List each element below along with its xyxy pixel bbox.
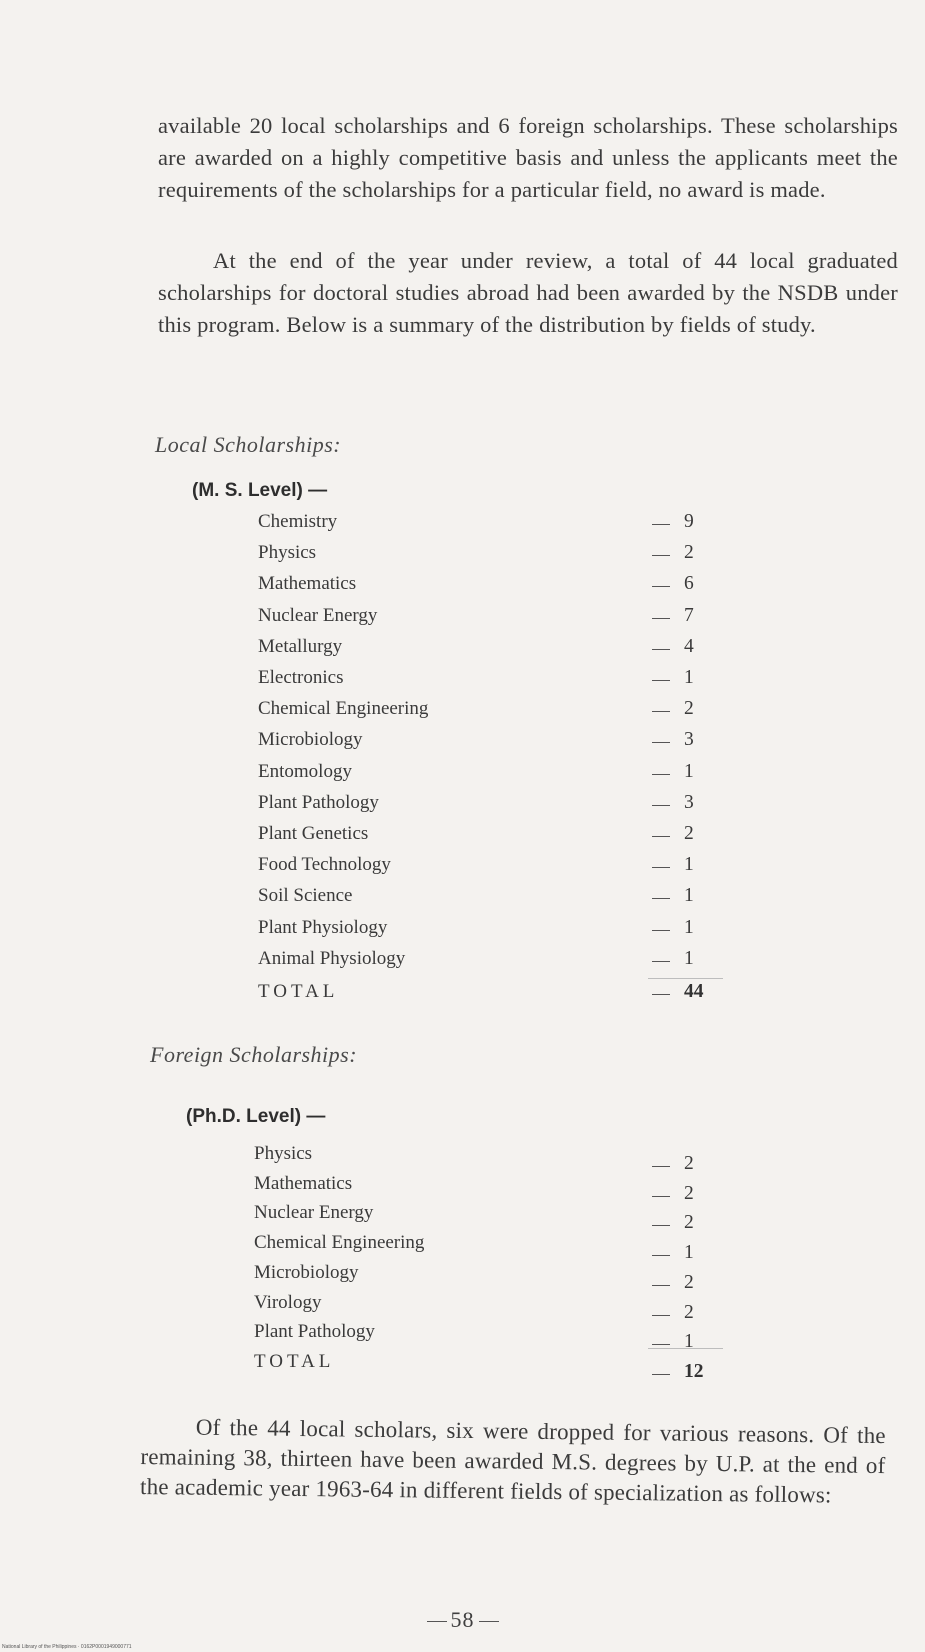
phd-level-label: (Ph.D. Level) —	[186, 1106, 326, 1127]
local-dash	[652, 555, 670, 556]
local-field-row	[0, 636, 925, 666]
local-field-name: Soil Science	[258, 885, 353, 907]
foreign-field-name: Mathematics	[254, 1172, 353, 1194]
local-dash	[652, 867, 670, 868]
foreign-field-name: Plant Pathology	[254, 1321, 375, 1343]
page-number-dash-left	[427, 1621, 447, 1622]
local-field-count: 9	[684, 511, 694, 532]
foreign-field-name: Physics	[254, 1143, 313, 1164]
local-dash	[652, 805, 670, 806]
local-field-count: 1	[684, 916, 694, 938]
ms-level-label: (M. S. Level) —	[192, 480, 328, 501]
foreign-field-count: 1	[684, 1242, 694, 1264]
local-field-count: 1	[684, 947, 694, 969]
foreign-field-name: Chemical Engineering	[254, 1232, 425, 1254]
local-field-count: 2	[684, 698, 694, 720]
foreign-field-count: 1	[684, 1331, 694, 1353]
local-field-name: Plant Genetics	[258, 823, 369, 844]
local-dash	[652, 618, 670, 619]
local-field-row	[0, 823, 925, 853]
foreign-field-count: 2	[684, 1212, 694, 1234]
foreign-scholarships-heading: Foreign Scholarships:	[150, 1042, 358, 1067]
local-field-row	[0, 792, 925, 822]
local-field-row	[0, 667, 925, 697]
local-field-row	[0, 729, 925, 759]
foreign-dash	[652, 1344, 670, 1345]
local-field-count: 1	[684, 854, 694, 876]
foreign-field-count: 2	[684, 1301, 694, 1323]
local-dash	[652, 961, 670, 962]
foreign-field-count: 2	[684, 1182, 694, 1204]
local-scholarships-heading: Local Scholarships:	[155, 432, 342, 457]
foreign-dash	[652, 1315, 670, 1316]
local-field-row	[0, 885, 925, 915]
local-field-name: Physics	[258, 542, 317, 564]
local-field-count: 3	[684, 791, 694, 813]
local-field-row	[0, 948, 925, 978]
foreign-dash	[652, 1285, 670, 1286]
page-number-value: 58	[450, 1607, 475, 1632]
local-field-row	[0, 542, 925, 572]
foreign-total-label: TOTAL	[254, 1350, 335, 1372]
paragraph-intro: available 20 local scholarships and 6 foreign scholarships. These scholarships are awarded on a highly competitive basis and unless the applicants meet the requirements of the scholarships for a particular field, no award is made.	[158, 113, 898, 202]
local-field-count: 3	[684, 729, 694, 751]
local-field-row	[0, 917, 925, 947]
local-field-name: Animal Physiology	[258, 947, 406, 969]
paragraph-scholars-status: Of the 44 local scholars, six were dropped for various reasons. Of the remaining 38, thirteen have been awarded M.S. degrees by U.P. at the end of the academic year 1963-64 in different fields of specialization as follows:	[139, 1414, 886, 1508]
local-field-name: Chemical Engineering	[258, 698, 429, 720]
local-field-name: Microbiology	[258, 729, 363, 751]
local-field-name: Nuclear Energy	[258, 604, 378, 626]
local-field-name: Chemistry	[258, 511, 338, 532]
library-credit: National Library of the Philippines · 0162P0001949000771	[2, 1644, 132, 1650]
foreign-sum-line	[648, 1348, 723, 1349]
local-field-name: Mathematics	[258, 573, 357, 595]
local-field-count: 2	[684, 823, 694, 844]
local-field-name: Plant Physiology	[258, 916, 388, 938]
local-dash	[652, 930, 670, 931]
foreign-field-count: 2	[684, 1271, 694, 1293]
local-dash	[652, 898, 670, 899]
local-field-name: Food Technology	[258, 854, 391, 876]
local-field-count: 1	[684, 667, 694, 688]
foreign-field-name: Virology	[254, 1291, 322, 1313]
page-number-dash-right	[479, 1621, 499, 1622]
foreign-total-row	[0, 1351, 925, 1381]
foreign-total-value: 12	[684, 1360, 704, 1382]
local-total-label: TOTAL	[258, 981, 339, 1002]
foreign-dash	[652, 1255, 670, 1256]
local-field-count: 6	[684, 573, 694, 595]
local-dash	[652, 742, 670, 743]
local-field-count: 1	[684, 760, 694, 782]
foreign-dash	[652, 1166, 670, 1167]
local-total-value: 44	[684, 981, 704, 1002]
local-field-name: Electronics	[258, 667, 344, 688]
local-field-count: 7	[684, 604, 694, 626]
paragraph-summary: At the end of the year under review, a total of 44 local graduated scholarships for doctoral studies abroad had been awarded by the NSDB under this program. Below is a summary of the distribution by fields of study.	[158, 248, 898, 337]
foreign-field-row	[0, 1173, 925, 1203]
local-field-row	[0, 511, 925, 541]
foreign-field-row	[0, 1232, 925, 1262]
local-field-name: Metallurgy	[258, 635, 343, 657]
local-dash	[652, 774, 670, 775]
local-field-name: Entomology	[258, 760, 352, 782]
local-dash	[652, 836, 670, 837]
local-dash	[652, 649, 670, 650]
local-field-count: 2	[684, 542, 694, 564]
local-field-row	[0, 605, 925, 635]
local-field-row	[0, 573, 925, 603]
foreign-field-row	[0, 1143, 925, 1173]
local-field-name: Plant Pathology	[258, 791, 379, 813]
foreign-field-row	[0, 1292, 925, 1322]
local-sum-line	[648, 978, 723, 979]
local-total-row	[0, 981, 925, 1011]
local-dash	[652, 586, 670, 587]
foreign-dash	[652, 1374, 670, 1375]
foreign-dash	[652, 1225, 670, 1226]
local-dash	[652, 524, 670, 525]
local-field-row	[0, 761, 925, 791]
local-field-count: 4	[684, 635, 694, 657]
foreign-dash	[652, 1196, 670, 1197]
local-field-row	[0, 854, 925, 884]
foreign-field-name: Nuclear Energy	[254, 1202, 374, 1224]
foreign-field-count: 2	[684, 1153, 694, 1174]
local-dash	[652, 680, 670, 681]
page-number	[0, 1607, 925, 1633]
local-field-count: 1	[684, 885, 694, 907]
local-field-row	[0, 698, 925, 728]
foreign-field-row	[0, 1262, 925, 1292]
foreign-field-name: Microbiology	[254, 1261, 359, 1283]
local-dash	[652, 994, 670, 995]
local-dash	[652, 711, 670, 712]
foreign-field-row	[0, 1321, 925, 1351]
foreign-field-row	[0, 1202, 925, 1232]
